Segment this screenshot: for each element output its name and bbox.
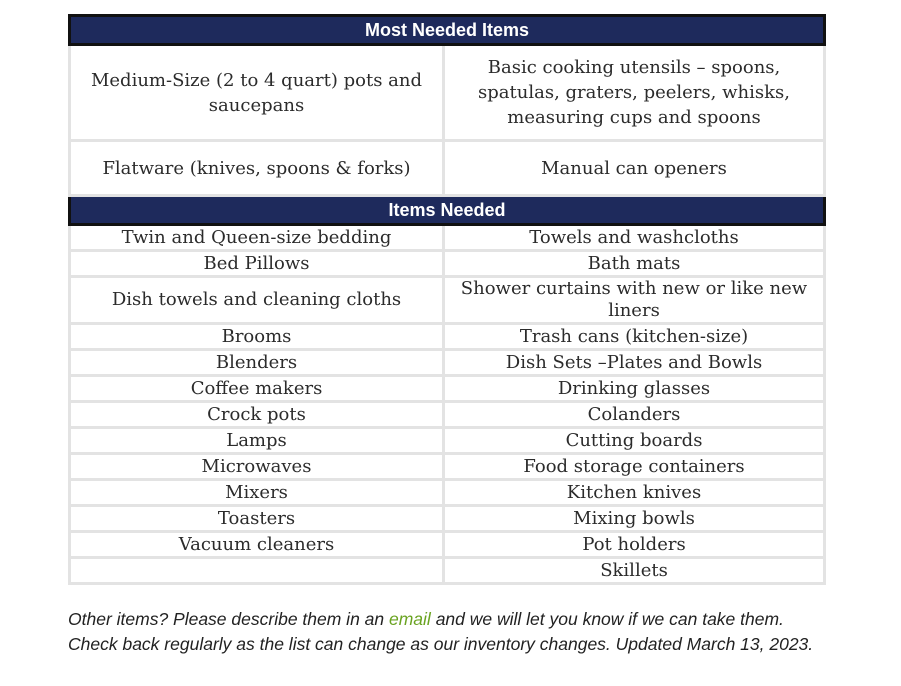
table-cell: Coffee makers [70, 376, 444, 402]
table-cell: Bath mats [444, 251, 825, 277]
table-row [70, 532, 825, 558]
table-cell [70, 558, 444, 584]
table-row [70, 428, 825, 454]
table-row [70, 376, 825, 402]
table-row [70, 225, 825, 251]
table-cell: Twin and Queen-size bedding [70, 225, 444, 251]
most-needed-header-row [70, 16, 825, 45]
table-cell: Mixing bowls [444, 506, 825, 532]
items-needed-header-row [70, 196, 825, 225]
most-needed-header: Most Needed Items [70, 16, 825, 45]
table-cell: Skillets [444, 558, 825, 584]
table-cell: Pot holders [444, 532, 825, 558]
table-cell: Brooms [70, 324, 444, 350]
table-cell: Lamps [70, 428, 444, 454]
table-row [70, 480, 825, 506]
table-cell: Vacuum cleaners [70, 532, 444, 558]
table-cell: Manual can openers [444, 141, 825, 196]
footer-text-before: Other items? Please describe them in an [68, 609, 389, 629]
table-cell: Crock pots [70, 402, 444, 428]
table-cell: Basic cooking utensils – spoons, spatulas, graters, peelers, whisks, measuring cups and spoons [444, 45, 825, 141]
table-row [70, 251, 825, 277]
footer-text-after: and we will let you know if we can take them. Check back regularly as the list can change as our inventory changes. Updated March 13, 2023. [68, 609, 814, 654]
email-link[interactable]: email [389, 609, 431, 629]
table-cell: Flatware (knives, spoons & forks) [70, 141, 444, 196]
items-needed-header: Items Needed [70, 196, 825, 225]
donation-items-table-container [68, 14, 823, 585]
table-cell: Drinking glasses [444, 376, 825, 402]
table-cell: Trash cans (kitchen-size) [444, 324, 825, 350]
table-cell: Kitchen knives [444, 480, 825, 506]
table-row [70, 350, 825, 376]
table-body [70, 16, 825, 584]
table-row [70, 277, 825, 324]
table-row [70, 324, 825, 350]
table-cell: Mixers [70, 480, 444, 506]
table-row [70, 506, 825, 532]
table-cell: Food storage containers [444, 454, 825, 480]
table-cell: Shower curtains with new or like new liners [444, 277, 825, 324]
table-cell: Microwaves [70, 454, 444, 480]
table-cell: Dish towels and cleaning cloths [70, 277, 444, 324]
table-cell: Toasters [70, 506, 444, 532]
table-cell: Cutting boards [444, 428, 825, 454]
table-cell: Medium-Size (2 to 4 quart) pots and saucepans [70, 45, 444, 141]
table-cell: Dish Sets –Plates and Bowls [444, 350, 825, 376]
footer-note [68, 607, 838, 657]
table-row [70, 454, 825, 480]
table-row [70, 558, 825, 584]
table-row [70, 402, 825, 428]
table-cell: Bed Pillows [70, 251, 444, 277]
table-cell: Colanders [444, 402, 825, 428]
table-cell: Towels and washcloths [444, 225, 825, 251]
table-row [70, 141, 825, 196]
donation-items-table [68, 14, 826, 585]
table-cell: Blenders [70, 350, 444, 376]
table-row [70, 45, 825, 141]
